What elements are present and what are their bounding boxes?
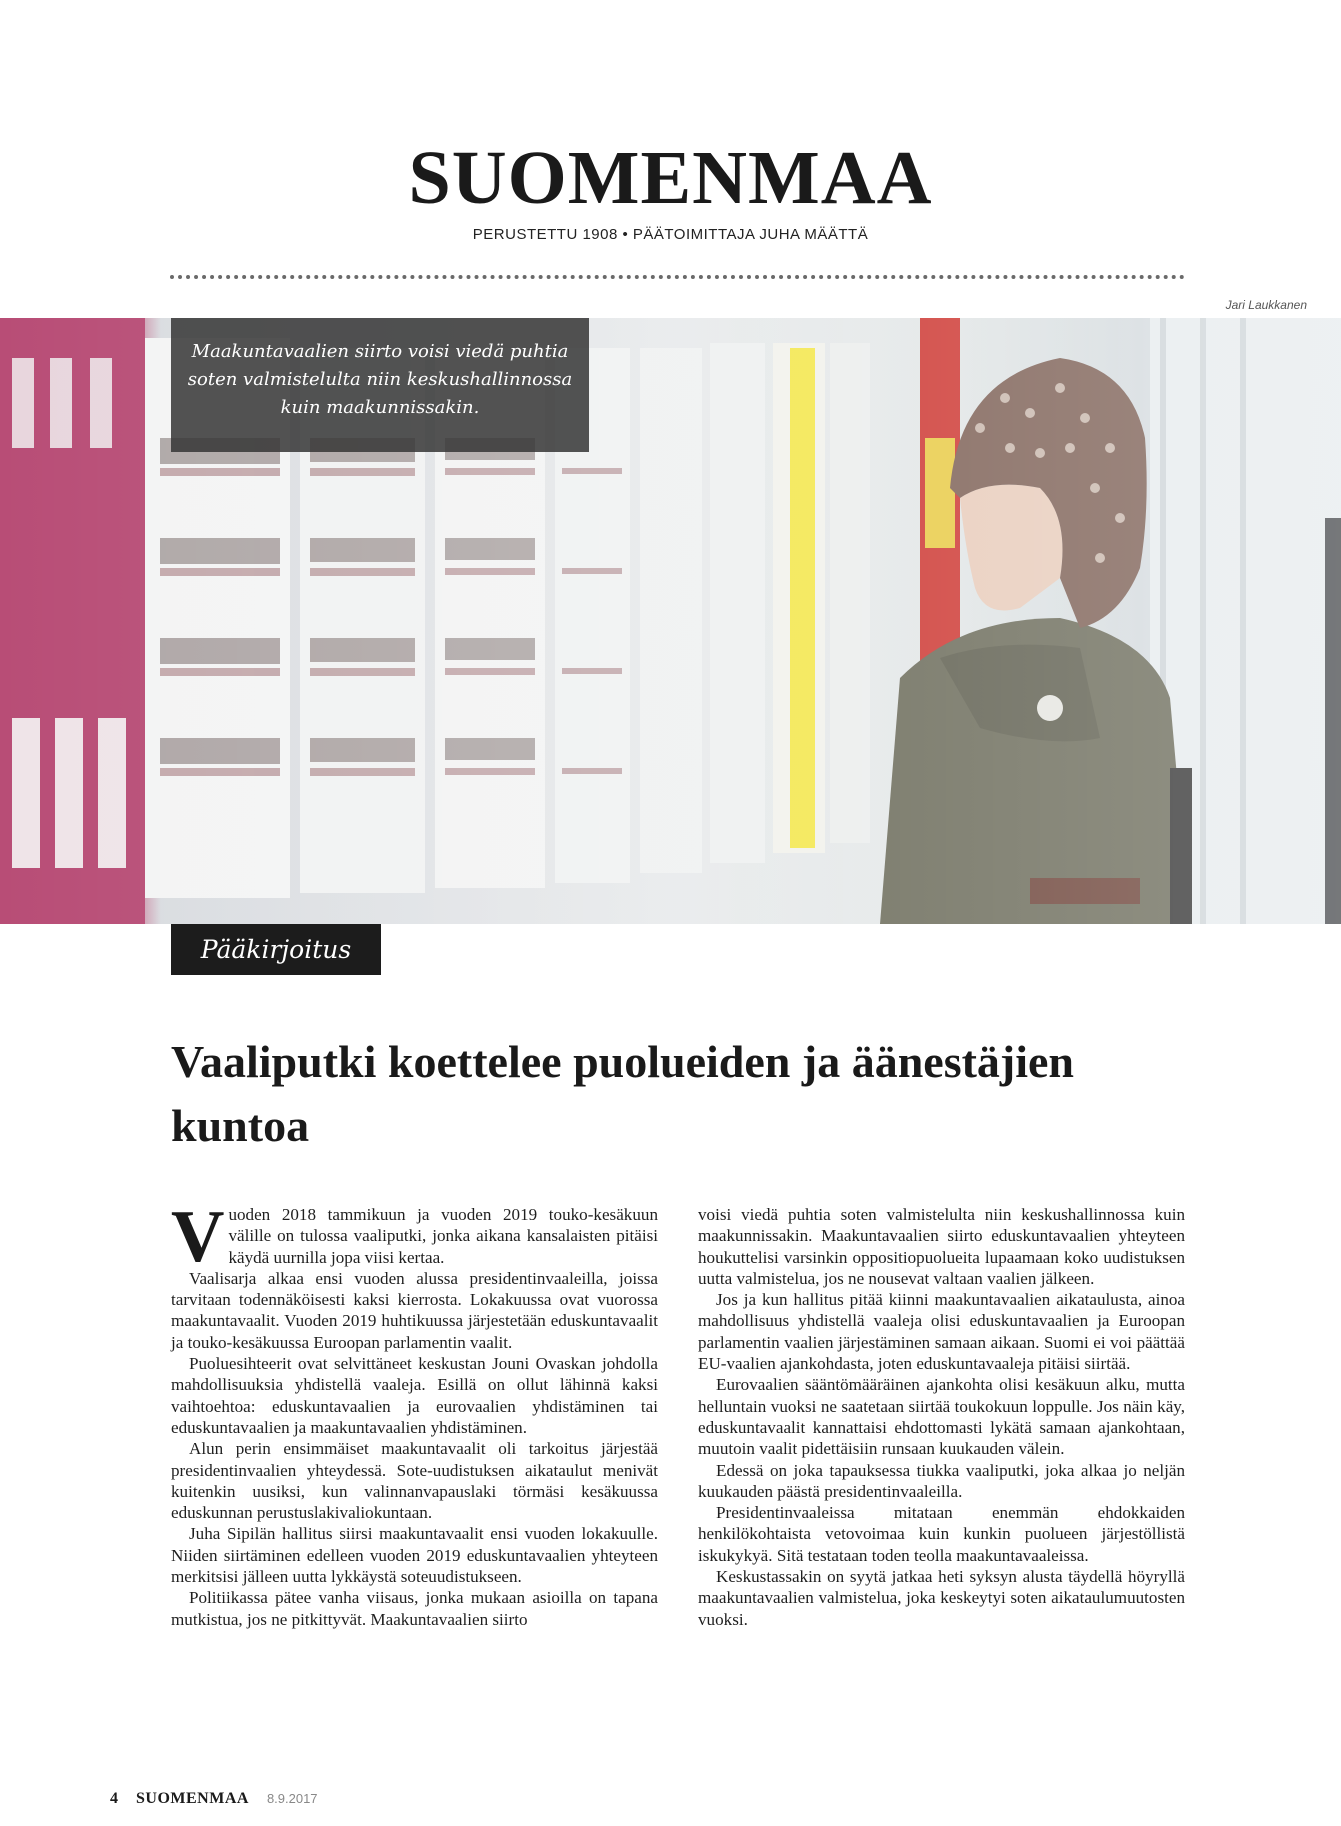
pull-quote: Maakuntavaalien siirto voisi viedä puhtia soten valmistelulta niin keskushallinnossa kuin maakunnissakin. bbox=[171, 318, 589, 452]
masthead-logo: SUOMENMAA bbox=[408, 136, 933, 220]
article-paragraph: Vaalisarja alkaa ensi vuoden alussa presidentinvaaleilla, joissa tarvitaan todennäköisesti kaksi kierrosta. Lokakuussa ovat vuorossa maakuntavaalit. Vuoden 2019 huhtikuussa järjestetään eduskuntavaalit ja touko-kesäkuussa Euroopan parlamentin vaalit. bbox=[171, 1268, 658, 1352]
page-number: 4 bbox=[110, 1790, 118, 1807]
article-paragraph: Presidentinvaaleissa mitataan enemmän ehdokkaiden henkilökohtaista vetovoimaa kuin kunkin puolueen järjestöllistä iskukykyä. Sitä testataan toden teolla maakuntavaaleissa. bbox=[698, 1503, 1185, 1565]
article-paragraph: Alun perin ensimmäiset maakuntavaalit oli tarkoitus järjestää presidentinvaalien yhteydessä. Sote-uudistuksen aikataulut menivät kuitenkin uusiksi, kun valinnanvapauslaki törmäsi kesäkuussa eduskunnan perustuslakivaliokuntaan. bbox=[171, 1439, 658, 1523]
section-tag: Pääkirjoitus bbox=[171, 924, 381, 975]
article-column-left bbox=[171, 1196, 658, 1630]
footer-date: 8.9.2017 bbox=[266, 1791, 318, 1806]
photo-credit: Jari Laukkanen bbox=[1225, 298, 1307, 312]
article-paragraph: Puoluesihteerit ovat selvittäneet keskustan Jouni Ovaskan johdolla mahdollisuuksia yhdistellä vaaleja. Esillä on ollut lähinnä kaksi vaihtoehtoa: eduskuntavaalien ja eurovaalien yhdistäminen tai eduskuntavaalien ja maakuntavaalien yhdistäminen. bbox=[171, 1354, 658, 1437]
masthead bbox=[0, 136, 1341, 243]
article-paragraph: Jos ja kun hallitus pitää kiinni maakuntavaalien aikataulusta, ainoa mahdollisuus yhdistellä vaaleja olisi eduskuntavaalien ja Euroopan parlamentin vaalien järjestäminen samaan aikaan. Suomi ei voi päättää EU-vaalien ajankohdasta, joten eduskuntavaaleja pitäisi siirtää. bbox=[698, 1290, 1185, 1374]
paragraph-text: uoden 2018 tammikuun ja vuoden 2019 touko-kesäkuun välille on tulossa vaaliputki, jonka aikana kansalaisten pitäisi käydä uurnilla jopa viisi kertaa. bbox=[228, 1205, 658, 1267]
article-paragraph: Edessä on joka tapauksessa tiukka vaaliputki, joka alkaa jo neljän kuukauden päästä presidentinvaaleilla. bbox=[698, 1460, 1185, 1501]
article-column-right bbox=[698, 1204, 1185, 1630]
article-paragraph: Politiikassa pätee vanha viisaus, jonka mukaan asioilla on tapana mutkistua, jos ne pitkittyvät. Maakuntavaalien siirto bbox=[171, 1588, 658, 1629]
article-headline: Vaaliputki koettelee puolueiden ja äänestäjien kuntoa bbox=[171, 1036, 1075, 1151]
article-paragraph: Eurovaalien sääntömääräinen ajankohta olisi kesäkuun alku, mutta helluntain vuoksi ne saatetaan siirtää toukokuun loppulle. Jos näin käy, eduskuntavaalit kannattaisi ehdottomasti lykätä samaan ajankohtaan, muutoin vaalit pidettäisiin runsaan kuukauden välein. bbox=[698, 1375, 1185, 1459]
dotted-divider bbox=[170, 275, 1185, 279]
dropcap: V bbox=[171, 1196, 225, 1278]
article-paragraph: Keskustassakin on syytä jatkaa heti syksyn alusta täydellä höyryllä maakuntavaalien valmistelua, joka keskeytyi soten aikataulumuutosten vuoksi. bbox=[698, 1567, 1185, 1629]
article-paragraph: Juha Sipilän hallitus siirsi maakuntavaalit ensi vuoden lokakuulle. Niiden siirtäminen edelleen vuoden 2019 eduskuntavaalien yhteyteen merkitsisi jälleen uutta lykkäystä soteuudistukseen. bbox=[171, 1524, 658, 1587]
page-footer bbox=[110, 1790, 318, 1808]
masthead-tagline: PERUSTETTU 1908 • PÄÄTOIMITTAJA JUHA MÄÄTTÄ bbox=[472, 226, 869, 243]
article-paragraph bbox=[171, 1196, 658, 1278]
footer-logo: SUOMENMAA bbox=[136, 1790, 249, 1807]
article-paragraph: voisi viedä puhtia soten valmistelulta niin keskushallinnossa kuin maakunnissakin. Maakuntavaalien siirto eduskuntavaalien yhteyteen houkuttelisi varsinkin oppositiopuolueita lupaamaan koko uudistuksen uutta valmistelua, jos ne nousevat valtaan vaalien jälkeen. bbox=[698, 1205, 1185, 1288]
